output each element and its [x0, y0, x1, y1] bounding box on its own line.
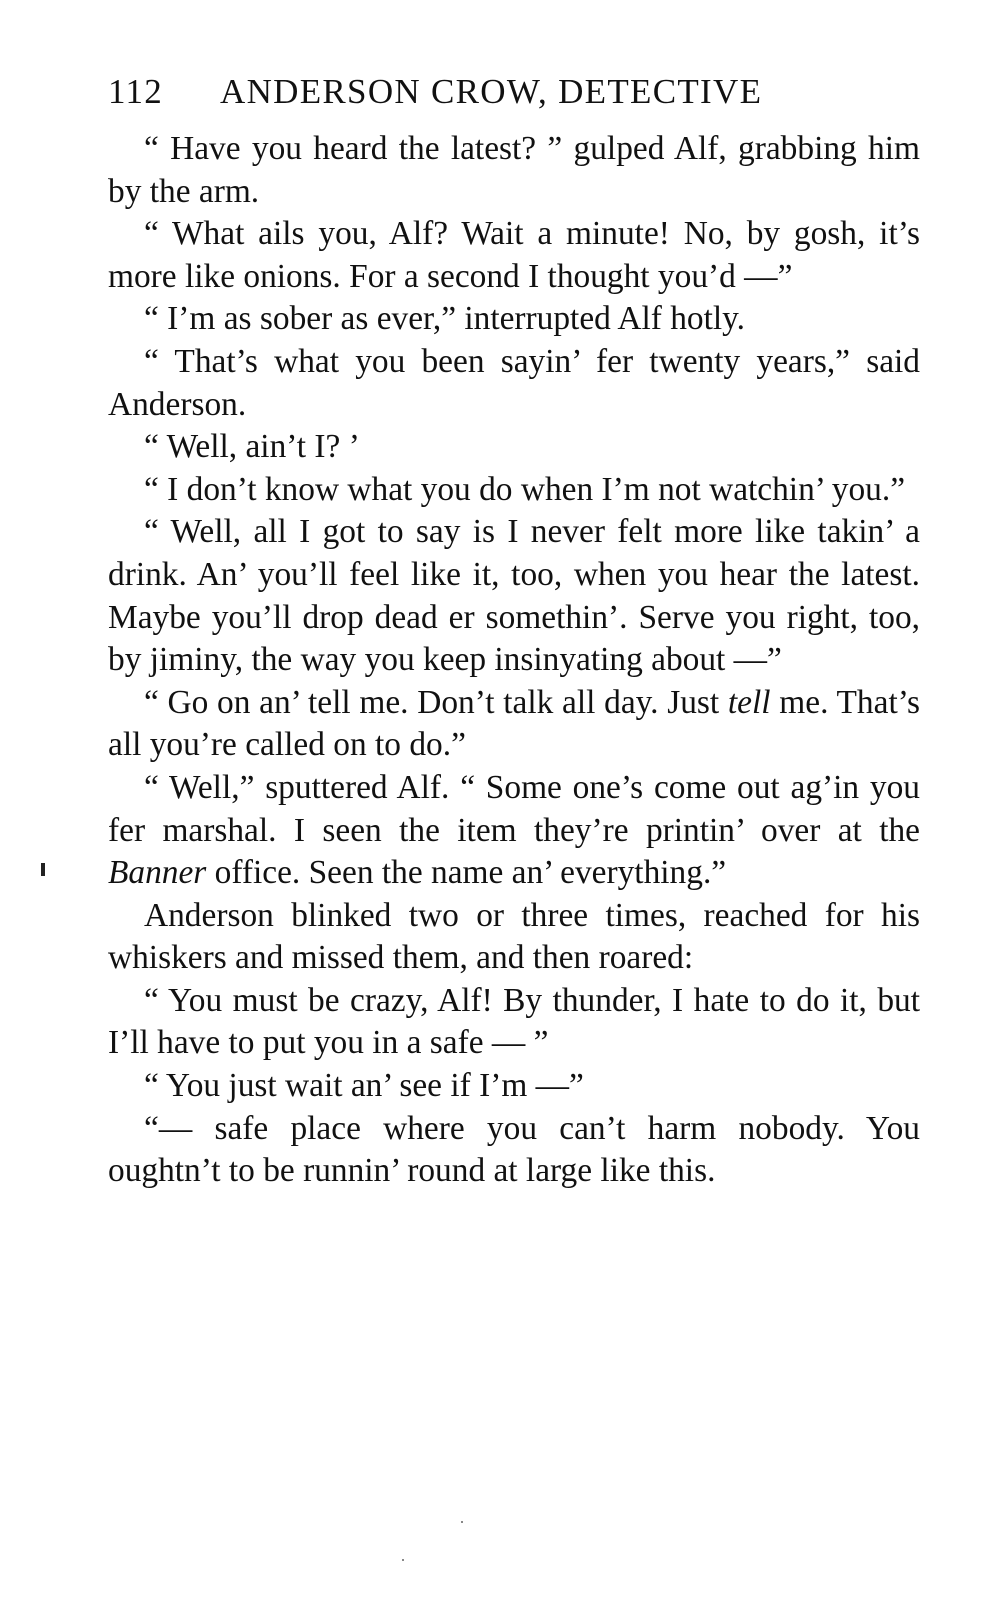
text-run: me. That’s all you’re called on to do.” — [108, 683, 920, 764]
text-run: “ Have you heard the latest? ” gulped Alf, grabbing him by the arm. — [108, 130, 920, 210]
text-run: “ Well, ain’t I? ’ — [144, 428, 360, 466]
speck — [461, 1521, 463, 1523]
text-run: “ You must be crazy, Alf! By thunder, I hate to do it, but I’ll have to put you in a safe — ” — [108, 981, 920, 1062]
paragraph — [108, 1065, 920, 1108]
text-run: “ Go on an’ tell me. Don’t talk all day. Just — [144, 683, 728, 721]
book-page — [108, 70, 920, 1193]
paragraph — [108, 426, 920, 469]
paragraph — [108, 341, 920, 426]
text-run: “— safe place where you can’t harm nobody. You oughtn’t to be runnin’ round at large like this. — [108, 1109, 920, 1190]
text-run: “ I don’t know what you do when I’m not watchin’ you.” — [144, 470, 906, 508]
text-run: “ You just wait an’ see if I’m —” — [144, 1067, 584, 1105]
text-run: “ What ails you, Alf? Wait a minute! No, by gosh, it’s more like onions. For a second I thought you’d —” — [108, 215, 920, 295]
italic-text: Banner — [108, 854, 207, 892]
text-run: “ That’s what you been sayin’ fer twenty years,” said Anderson. — [108, 342, 920, 423]
paragraph — [108, 682, 920, 767]
paragraph — [108, 469, 920, 512]
paragraph — [108, 895, 920, 980]
paragraph — [108, 511, 920, 681]
text-run: Anderson blinked two or three times, reached for his whiskers and missed them, and then roared: — [108, 896, 920, 977]
paragraph — [108, 1108, 920, 1193]
paragraph — [108, 767, 920, 895]
running-title: ANDERSON CROW, DETECTIVE — [220, 72, 763, 111]
body-text — [108, 128, 920, 1193]
paragraph — [108, 980, 920, 1065]
margin-mark — [41, 863, 45, 876]
speck — [402, 1559, 404, 1561]
running-head — [108, 70, 920, 114]
text-run: “ Well,” sputtered Alf. “ Some one’s come out ag’in you fer marshal. I seen the item they’re printin’ over at the — [108, 768, 920, 849]
paragraph — [108, 128, 920, 213]
paragraph — [108, 213, 920, 298]
text-run: office. Seen the name an’ everything.” — [206, 854, 727, 892]
text-run: “ Well, all I got to say is I never felt more like takin’ a drink. An’ you’ll feel like it, too, when you hear the latest. Maybe you’ll drop dead er somethin’. Serve you right, too, by jiminy, the way you keep insinyating about —” — [108, 513, 920, 679]
page-number: 112 — [108, 72, 164, 111]
paragraph — [108, 298, 920, 341]
text-run: “ I’m as sober as ever,” interrupted Alf hotly. — [144, 300, 746, 338]
italic-text: tell — [727, 683, 771, 721]
